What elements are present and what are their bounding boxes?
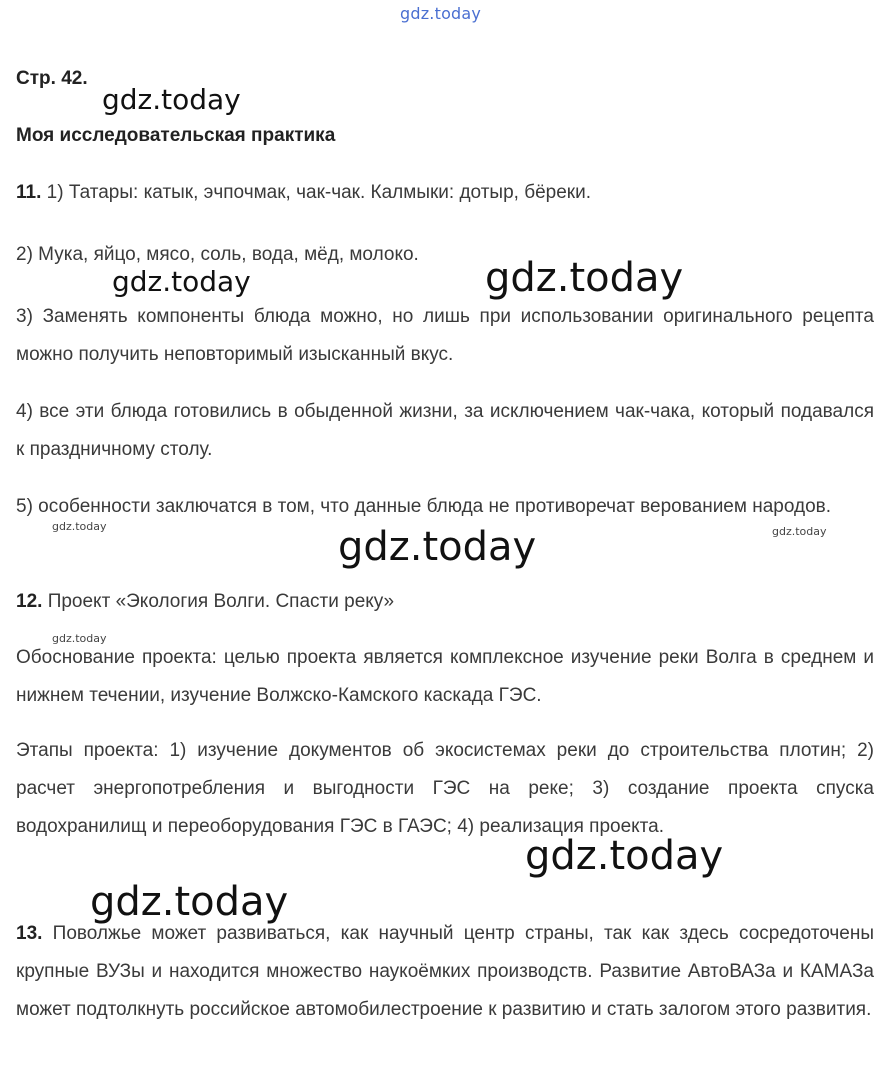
task11-number: 11.: [16, 182, 42, 203]
task13-number: 13.: [16, 923, 43, 944]
task13-text: Поволжье может развиваться, как научный центр страны, так как здесь сосредоточены крупные ВУЗы и находится множество наукоёмких производств. Развитие АвтоВАЗа и КАМАЗа может подтолкнуть российское автомобилестроение к развитию и стать залогом этого развития.: [16, 923, 874, 1020]
watermark: gdz.today: [525, 833, 724, 879]
task12-header: [16, 583, 874, 621]
task12-stages: Этапы проекта: 1) изучение документов об экосистемах реки до строительства плотин; 2) расчет энергопотребления и выгодности ГЭС на реке; 3) создание проекта спуска водохранилищ и переоборудования ГЭС в ГАЭС; 4) реализация проекта.: [16, 740, 874, 837]
top-watermark: gdz.today: [400, 4, 482, 23]
section-title: Моя исследовательская практика: [16, 125, 336, 146]
watermark: gdz.today: [772, 525, 827, 538]
task11-item-4: 4) все эти блюда готовились в обыденной жизни, за исключением чак-чака, который подавался к праздничному столу.: [16, 401, 874, 460]
task12-title: Проект «Экология Волги. Спасти реку»: [47, 591, 395, 612]
task11-item-5: 5) особенности заключатся в том, что данные блюда не противоречат верованием народов.: [16, 496, 832, 517]
watermark: gdz.today: [52, 520, 107, 533]
task12-rationale: Обоснование проекта: целью проекта является комплексное изучение реки Волга в среднем и нижнем течении, изучение Волжско-Камского каскада ГЭС.: [16, 647, 874, 706]
watermark: gdz.today: [485, 255, 684, 301]
task11-item-2: 2) Мука, яйцо, мясо, соль, вода, мёд, молоко.: [16, 244, 419, 265]
page-ref: Стр. 42.: [16, 68, 88, 89]
task11-item-3: 3) Заменять компоненты блюда можно, но лишь при использовании оригинального рецепта можно получить неповторимый изысканный вкус.: [16, 306, 874, 365]
task11-item-1: [16, 174, 874, 212]
task13-paragraph: [16, 915, 874, 1029]
watermark: gdz.today: [338, 524, 537, 570]
task11-item-1-text: 1) Татары: катык, эчпочмак, чак-чак. Калмыки: дотыр, бёреки.: [46, 182, 591, 203]
watermark: gdz.today: [90, 879, 289, 925]
watermark: gdz.today: [102, 83, 241, 116]
task12-number: 12.: [16, 591, 43, 612]
watermark: gdz.today: [52, 632, 107, 645]
watermark: gdz.today: [112, 265, 251, 298]
